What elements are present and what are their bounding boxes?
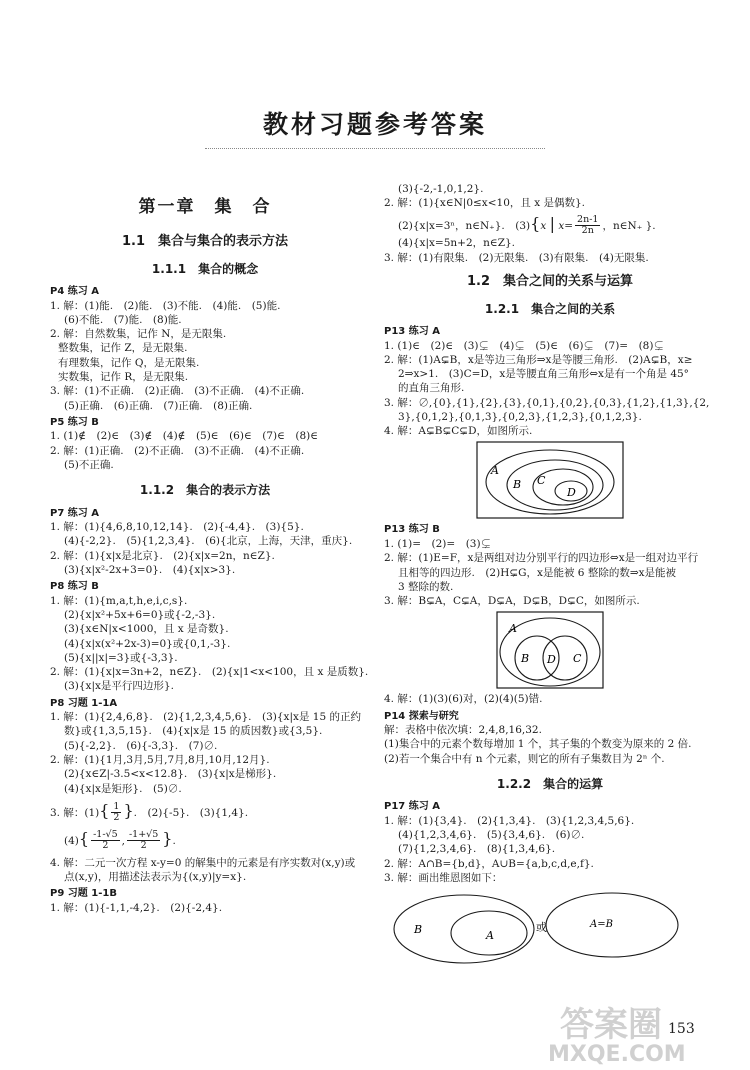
fraction-denominator: 2 xyxy=(140,840,147,852)
answer-line: 3. 解：B⊊A，C⊊A，D⊊A，D⊊B，D⊊C，如图所示. xyxy=(384,595,640,608)
answer-line: (6)不能. (7)能. (8)能. xyxy=(64,313,182,326)
set-b-ellipse xyxy=(507,460,603,510)
venn-diagram-equal xyxy=(384,887,684,967)
answer-line: (4){x|x是矩形}. (5)∅. xyxy=(64,782,182,795)
answer-prefix: (2){x|x=3ⁿ，n∈N₊}. (3) xyxy=(398,219,531,232)
venn-diagram-overlap xyxy=(495,610,605,690)
answer-line: 4. 解：A⊊B⊊C⊊D，如图所示. xyxy=(384,425,533,438)
answer-line: 1. (1)∈ (2)∈ (3)⊊ (4)⊊ (5)∈ (6)⊊ (7)= (8)⊊ xyxy=(384,339,664,352)
label-a: A xyxy=(509,622,517,636)
exercise-heading-p4: P4 练习 A xyxy=(50,286,99,298)
fraction-numerator: 1 xyxy=(113,800,120,812)
answer-line: (4){x|x(x²+2x-3)=0}或{0,1,-3}. xyxy=(64,637,231,650)
label-a: A xyxy=(486,929,494,943)
label-d: D xyxy=(567,486,576,500)
answer-line: 1. 解：(1){-1,1,-4,2}. (2){-2,4}. xyxy=(50,901,223,914)
subsection-heading-1-2-2: 1.2.2 集合的运算 xyxy=(496,777,604,792)
answer-prefix: (4) xyxy=(64,834,79,847)
answer-line: (4){1,2,3,4,6}. (5){3,4,6}. (6)∅. xyxy=(398,829,585,842)
answer-line: 2. 解：A∩B={b,d}，A∪B={a,b,c,d,e,f}. xyxy=(384,857,594,870)
or-label: 或 xyxy=(536,921,547,935)
fraction xyxy=(91,830,120,852)
answer-line: 解：表格中依次填：2,4,8,16,32. xyxy=(384,724,542,737)
answer-line: 3 整除的数. xyxy=(398,580,454,593)
section-heading-1-1: 1.1 集合与集合的表示方法 xyxy=(121,234,289,250)
subsection-heading-1-1-2: 1.1.2 集合的表示方法 xyxy=(139,483,271,498)
answer-line: 1. 解：(1){m,a,t,h,e,i,c,s}. xyxy=(50,594,188,607)
fraction-numerator: -1+√5 xyxy=(128,828,159,840)
label-b: B xyxy=(414,923,423,937)
fraction-denominator: 2 xyxy=(113,812,120,824)
answer-line: 且相等的四边形. (2)H⊊G，x是能被 6 整除的数⇒x是能被 xyxy=(398,566,677,579)
answer-line: 有理数集，记作 Q，是无限集. xyxy=(58,356,200,369)
exercise-heading-p8: P8 练习 B xyxy=(50,581,99,593)
answer-suffix: ，n∈N₊ }. xyxy=(602,219,656,232)
fraction-denominator: 2n xyxy=(581,225,594,237)
answer-line: 3. 解：(1)有限集. (2)无限集. (3)有限集. (4)无限集. xyxy=(384,251,649,264)
watermark-logo-text: 答案圈 xyxy=(560,1005,662,1045)
answer-line: 1. (1)= (2)= (3)⊊ xyxy=(384,538,492,551)
exercise-heading-p17: P17 练习 A xyxy=(384,801,440,813)
label-b: B xyxy=(513,478,522,492)
label-c: C xyxy=(537,474,546,488)
answer-line: (5)正确. (6)正确. (7)正确. (8)正确. xyxy=(64,399,253,412)
answer-line: 实数集，记作 R，是无限集. xyxy=(58,371,189,384)
answer-suffix: (2){-5}. (3){1,4}. xyxy=(137,806,249,819)
answer-line: 4. 解：(1)(3)(6)对，(2)(4)(5)错. xyxy=(384,693,543,706)
section-heading-1-2: 1.2 集合之间的关系与运算 xyxy=(466,274,634,289)
answer-line: 3},{0,1,2},{0,1,3},{0,2,3},{1,2,3},{0,1,2,3}. xyxy=(398,410,642,423)
answer-line: 3. 解：画出维恩图如下： xyxy=(384,871,503,884)
answer-line: (3){-2,-1,0,1,2}. xyxy=(398,183,484,195)
answer-line: 点(x,y)，用描述法表示为{(x,y)|y=x}. xyxy=(64,870,247,883)
universe-box xyxy=(477,442,623,518)
answer-line: 2. 解：自然数集，记作 N，是无限集. xyxy=(50,328,227,341)
left-column xyxy=(50,176,369,915)
answer-line: 整数集，记作 Z，是无限集. xyxy=(58,342,188,355)
answer-line: 1. 解：(1)能. (2)能. (3)不能. (4)能. (5)能. xyxy=(50,299,281,312)
fraction-numerator: -1-√5 xyxy=(93,828,118,840)
answer-prefix: 3. 解：(1) xyxy=(50,806,100,819)
answer-line: 1. 解：(1){4,6,8,10,12,14}. (2){-4,4}. (3){5}. xyxy=(50,521,304,534)
answer-line: 2. 解：(1){1月,3月,5月,7月,8月,10月,12月}. xyxy=(50,754,270,767)
label-a: A xyxy=(491,464,499,478)
venn-diagram-nested xyxy=(475,440,625,520)
answer-line: 2. 解：(1)E=F，x是两组对边分别平行的四边形⇔x是一组对边平行 xyxy=(384,552,699,565)
answer-line: (2)若一个集合中有 n 个元素，则它的所有子集数目为 2ⁿ 个. xyxy=(384,752,665,765)
label-d: D xyxy=(547,653,556,667)
watermark-url-text: MXQE.COM xyxy=(548,1042,686,1067)
answer-line: 1. 解：(1){2,4,6,8}. (2){1,2,3,4,5,6}. (3){x|x是 15 的正约 xyxy=(50,711,361,724)
answer-line: 3. 解：∅,{0},{1},{2},{3},{0,1},{0,2},{0,3},{1,2},{1,3},{2, xyxy=(384,396,710,409)
answer-line: 的直角三角形. xyxy=(398,382,465,395)
fraction-denominator: 2 xyxy=(102,840,109,852)
answer-line: (2){x∈Z|-3.5<x<12.8}. (3){x|x是梯形}. xyxy=(64,768,277,781)
answer-line: (3){x|x²-2x+3=0}. (4){x|x>3}. xyxy=(64,563,236,576)
answer-line: 2. 解：(1){x|x=3n+2，n∈Z}. (2){x|1<x<100，且 x 是质数}. xyxy=(50,666,369,679)
answer-line: 数}或{1,3,5,15}. (4){x|x是 15 的质因数}或{3,5}. xyxy=(64,725,323,738)
answer-line: (7){1,2,3,4,6}. (8){1,3,4,6}. xyxy=(398,843,556,856)
label-a-equals-b: A=B xyxy=(590,919,613,931)
answer-line: (4){x|x=5n+2，n∈Z}. xyxy=(398,237,516,250)
label-c: C xyxy=(573,652,582,666)
answer-line: 1. (1)∉ (2)∈ (3)∉ (4)∉ (5)∈ (6)∈ (7)∈ (8)∈ xyxy=(50,430,319,443)
chapter-heading: 第一章 集 合 xyxy=(138,197,272,217)
exercise-heading-p13a: P13 练习 A xyxy=(384,325,440,337)
answer-line: 2. 解：(1){x∈N|0≤x<10，且 x 是偶数}. xyxy=(384,197,586,210)
exercise-heading-p5: P5 练习 B xyxy=(50,416,99,428)
answer-line: 3. 解：(1)不正确. (2)正确. (3)不正确. (4)不正确. xyxy=(50,385,305,398)
fraction xyxy=(127,830,160,852)
exercise-heading-p7: P7 练习 A xyxy=(50,507,99,519)
answer-line: (5)不正确. xyxy=(64,458,114,471)
answer-line: (5){-2,2}. (6){-3,3}. (7)∅. xyxy=(64,739,218,752)
exercise-heading-p13b: P13 练习 B xyxy=(384,524,440,536)
subsection-heading-1-2-1: 1.2.1 集合之间的关系 xyxy=(484,301,616,316)
answer-line-fraction: (2){x|x=3ⁿ，n∈N₊}. (3){x | x= $\frac{2n-1}{2n}$ ，n∈N₊ }. xyxy=(398,213,656,237)
page-number: 153 xyxy=(668,1021,695,1037)
answer-line: (4){-2,2}. (5){1,2,3,4}. (6){北京，上海，天津，重庆}. xyxy=(64,535,353,548)
fraction-numerator: 2n-1 xyxy=(577,213,599,225)
answer-line: (3){x∈N|x<1000，且 x 是奇数}. xyxy=(64,623,229,636)
answer-line: 4. 解：二元一次方程 x-y=0 的解集中的元素是有序实数对(x,y)或 xyxy=(50,856,356,869)
title-divider xyxy=(205,148,545,149)
answer-line: 2. 解：(1)A⊊B，x是等边三角形⇒x是等腰三角形. (2)A⊊B，x≥ xyxy=(384,353,693,366)
answer-line: 2. 解：(1)正确. (2)不正确. (3)不正确. (4)不正确. xyxy=(50,444,305,457)
exercise-heading-p8-1-1a: P8 习题 1-1A xyxy=(50,697,118,709)
answer-line: (5){x||x|=3}或{-3,3}. xyxy=(64,651,178,664)
subsection-heading-1-1-1: 1.1.1 集合的概念 xyxy=(151,261,259,276)
answer-line: (3){x|x是平行四边形}. xyxy=(64,680,174,693)
right-column xyxy=(384,182,716,969)
fraction xyxy=(111,802,121,824)
answer-line: 2⇒x>1. (3)C=D，x是等腰直角三角形⇔x是有一个角是 45° xyxy=(398,368,689,381)
answer-line-fraction: 3. 解：(1){ $\frac{1}{2}$ }. (2){-5}. (3){1,4}. xyxy=(50,800,249,824)
answer-line: 2. 解：(1){x|x是北京}. (2){x|x=2n，n∈Z}. xyxy=(50,549,275,562)
answer-line-fraction: (4){ $\frac{-1-√5}{2}$ , $\frac{-1+√5}{2}$ }. xyxy=(64,828,176,852)
page-title: 教材习题参考答案 xyxy=(262,110,487,139)
label-b: B xyxy=(521,652,530,666)
exercise-heading-p9: P9 习题 1-1B xyxy=(50,888,117,900)
answer-line: (1)集合中的元素个数每增加 1 个，其子集的个数变为原来的 2 倍. xyxy=(384,738,692,751)
answer-line: (2){x|x²+5x+6=0}或{-2,-3}. xyxy=(64,609,216,622)
exercise-heading-p14: P14 探索与研究 xyxy=(384,710,459,722)
fraction xyxy=(575,215,600,237)
answer-line: 1. 解：(1){3,4}. (2){1,3,4}. (3){1,2,3,4,5,6}. xyxy=(384,814,635,827)
